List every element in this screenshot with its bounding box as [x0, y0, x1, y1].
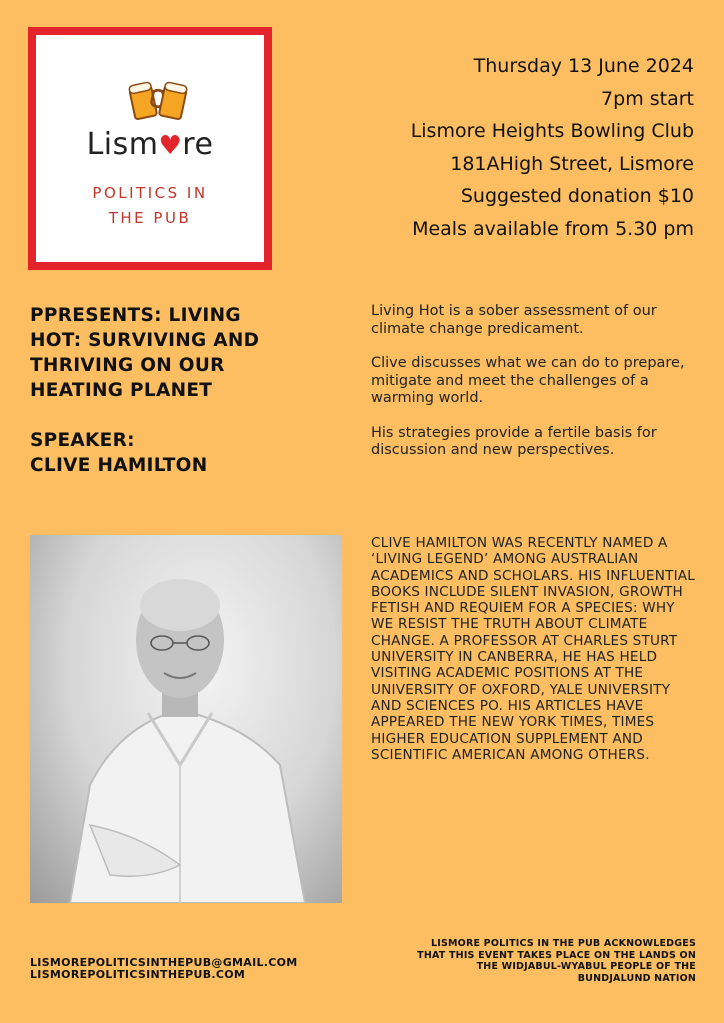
talk-title-line4: HEATING PLANET — [30, 380, 213, 401]
acknowledgement-line1: LISMORE POLITICS IN THE PUB ACKNOWLEDGES — [430, 938, 696, 949]
speaker-label: SPEAKER: — [30, 430, 135, 451]
logo — [28, 27, 272, 270]
logo-word-end: re — [182, 127, 214, 162]
event-details — [411, 50, 694, 245]
talk-title-line3: THRIVING ON OUR — [30, 355, 225, 376]
contact-info — [30, 957, 298, 981]
acknowledgement-line2: THAT THIS EVENT TAKES PLACE ON THE LANDS ON — [417, 949, 696, 961]
description-paragraph-1: Living Hot is a sober assessment of our climate change predicament. — [371, 303, 657, 337]
logo-subtitle-line1: POLITICS IN — [92, 184, 208, 202]
event-donation: Suggested donation $10 — [460, 185, 694, 207]
logo-subtitle-line2: THE PUB — [108, 209, 192, 227]
speaker-name: CLIVE HAMILTON — [30, 455, 208, 476]
event-meals: Meals available from 5.30 pm — [412, 217, 694, 240]
speaker-portrait-illustration — [30, 535, 342, 903]
logo-subtitle — [36, 181, 264, 231]
description-paragraph-3: His strategies provide a fertile basis for discussion and new perspectives. — [371, 424, 657, 458]
beer-mugs-icon — [126, 73, 190, 123]
talk-title-line1: PPRESENTS: LIVING — [30, 305, 241, 326]
acknowledgement-line4: BUNDJALUND NATION — [577, 972, 696, 984]
acknowledgement-line3: THE WIDJABUL-WYABUL PEOPLE OF THE — [476, 961, 696, 972]
event-time: 7pm start — [601, 87, 694, 110]
description-paragraph-2: Clive discusses what we can do to prepare, mitigate and meet the challenges of a warming world. — [371, 355, 685, 406]
logo-word-start: Lism — [86, 127, 159, 162]
event-date: Thursday 13 June 2024 — [473, 55, 694, 77]
speaker-photo — [30, 535, 342, 903]
contact-email[interactable]: LISMOREPOLITICSINTHEPUB@GMAIL.COM — [30, 956, 298, 969]
speaker-bio: CLIVE HAMILTON WAS RECENTLY NAMED A ‘LIVING LEGEND’ AMONG AUSTRALIAN ACADEMICS AND SCHOLARS. HIS INFLUENTIAL BOOKS INCLUDE SILENT INVASION, GROWTH FETISH AND REQUIEM FOR A SPECIES: WHY WE RESIST THE TRUTH ABOUT CLIMATE CHANGE. A PROFESSOR AT CHARLES STURT UNIVERSITY IN CANBERRA, HE HAS HELD VISITING ACADEMIC POSITIONS AT THE UNIVERSITY OF OXFORD, YALE UNIVERSITY AND SCIENCES PO. HIS ARTICLES HAVE APPEARED THE NEW YORK TIMES, TIMES HIGHER EDUCATION SUPPLEMENT AND SCIENTIFIC AMERICAN AMONG OTHERS. — [371, 535, 696, 763]
logo-wordmark — [36, 127, 264, 162]
talk-title — [30, 303, 330, 403]
talk-description — [371, 303, 701, 477]
logo-panel — [36, 35, 264, 262]
event-venue: Lismore Heights Bowling Club — [410, 120, 694, 142]
acknowledgement-of-country — [356, 938, 696, 984]
event-address: 181AHigh Street, Lismore — [450, 152, 694, 175]
talk-title-line2: HOT: SURVIVING AND — [30, 330, 260, 351]
speaker-block — [30, 428, 330, 478]
contact-website[interactable]: LISMOREPOLITICSINTHEPUB.COM — [30, 968, 246, 981]
heart-icon: ♥ — [158, 131, 183, 161]
